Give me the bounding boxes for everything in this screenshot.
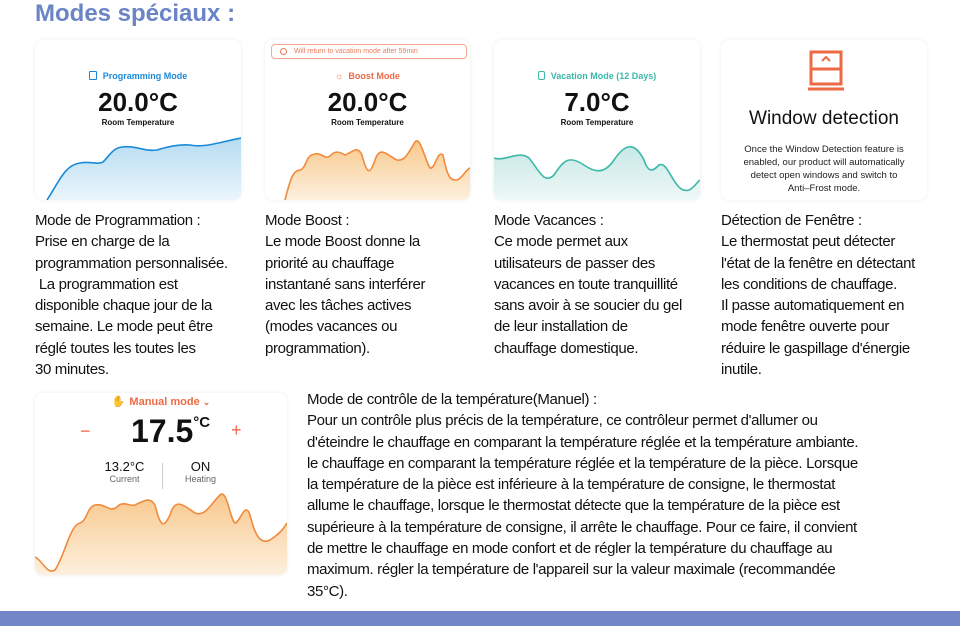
window-icon xyxy=(807,49,845,91)
temperature-curve xyxy=(35,485,287,575)
chevron-down-icon: ⌄ xyxy=(202,397,211,407)
current-temperature: 13.2°C Current xyxy=(104,459,145,484)
window-description: Détection de Fenêtre : Le thermostat peut détecter l'état de la fenêtre en détectant les conditions de chauffage. Il passe automatiquement en mode fenêtre ouverte pour réduire le gaspillage d'énergie inutile. xyxy=(721,212,915,379)
page-title: Modes spéciaux : xyxy=(35,0,236,27)
calendar-icon xyxy=(89,71,97,80)
boost-mode-card xyxy=(265,40,470,200)
room-temperature-value: 20.0°C xyxy=(327,87,408,117)
boost-mode-label: ☼ Boost Mode xyxy=(335,71,400,81)
manual-mode-dropdown[interactable]: ✋ Manual mode ⌄ xyxy=(111,396,211,408)
temperature-curve xyxy=(494,130,700,200)
room-temperature-label: Room Temperature xyxy=(560,118,634,127)
return-to-vacation-banner: Will return to vacation mode after 59min xyxy=(271,44,467,59)
room-temperature-label: Room Temperature xyxy=(331,118,404,127)
room-temperature-value: 7.0°C xyxy=(564,87,630,117)
decrease-button[interactable]: − xyxy=(80,421,91,441)
manual-description: Mode de contrôle de la température(Manuel) : Pour un contrôle plus précis de la température, ce contrôleur permet d'allumer ou d'éteindre le chauffage en comparant la température réglée et la température ambiante. le chauffage en comparant la température réglée et la température de la pièce. Lorsque la température de la pièce est inférieure à la température de consigne, le thermostat allume le chauffage, lorsque le thermostat détecte que la température de la pièce est supérieure à la température de consigne, il arrête le chauffage. Pour ce faire, il convient de mettre le chauffage en mode confort et de régler la température du chauffage au maximum. régler la température de l'appareil sur la valeur maximale (recommandée 35°C). xyxy=(307,391,859,600)
programming-description: Mode de Programmation : Prise en charge de la programmation personnalisée. La programmation est disponible chaque jour de la semaine. Le mode peut être réglé toutes les toutes les 30 minutes. xyxy=(35,212,228,379)
manual-mode-card xyxy=(35,393,287,575)
room-temperature-label: Room Temperature xyxy=(101,118,175,127)
programming-mode-card xyxy=(35,40,241,200)
vacation-description: Mode Vacances : Ce mode permet aux utilisateurs de passer des vacances en toute tranquillité sans avoir à se soucier du gel de leur installation de chauffage domestique. xyxy=(494,212,682,357)
window-detection-card xyxy=(721,40,927,200)
boost-description: Mode Boost : Le mode Boost donne la priorité au chauffage instantané sans interférer avec les tâches actives (modes vacances ou programmation). xyxy=(265,212,426,357)
temperature-curve xyxy=(35,130,241,200)
clock-icon xyxy=(280,48,287,55)
sun-icon: ☼ xyxy=(335,71,344,81)
footer-band xyxy=(0,611,960,626)
increase-button[interactable]: + xyxy=(231,420,242,440)
room-temperature-value: 20.0°C xyxy=(98,87,178,117)
temperature-curve xyxy=(265,130,470,200)
vacation-mode-label: Vacation Mode (12 Days) xyxy=(494,71,700,81)
programming-mode-label: Programming Mode xyxy=(35,71,241,81)
heating-status: ON Heating xyxy=(184,459,217,484)
vacation-mode-card xyxy=(494,40,700,200)
hand-icon: ✋ xyxy=(111,396,126,408)
setpoint-value: $17.5^{^\circ C}$ xyxy=(131,413,211,449)
window-detection-text: Once the Window Detection feature is enabled, our product will automatically detect open windows and switch to Anti–Frost mode. xyxy=(743,144,905,194)
window-detection-title: Window detection xyxy=(749,108,899,129)
suitcase-icon xyxy=(538,71,545,80)
